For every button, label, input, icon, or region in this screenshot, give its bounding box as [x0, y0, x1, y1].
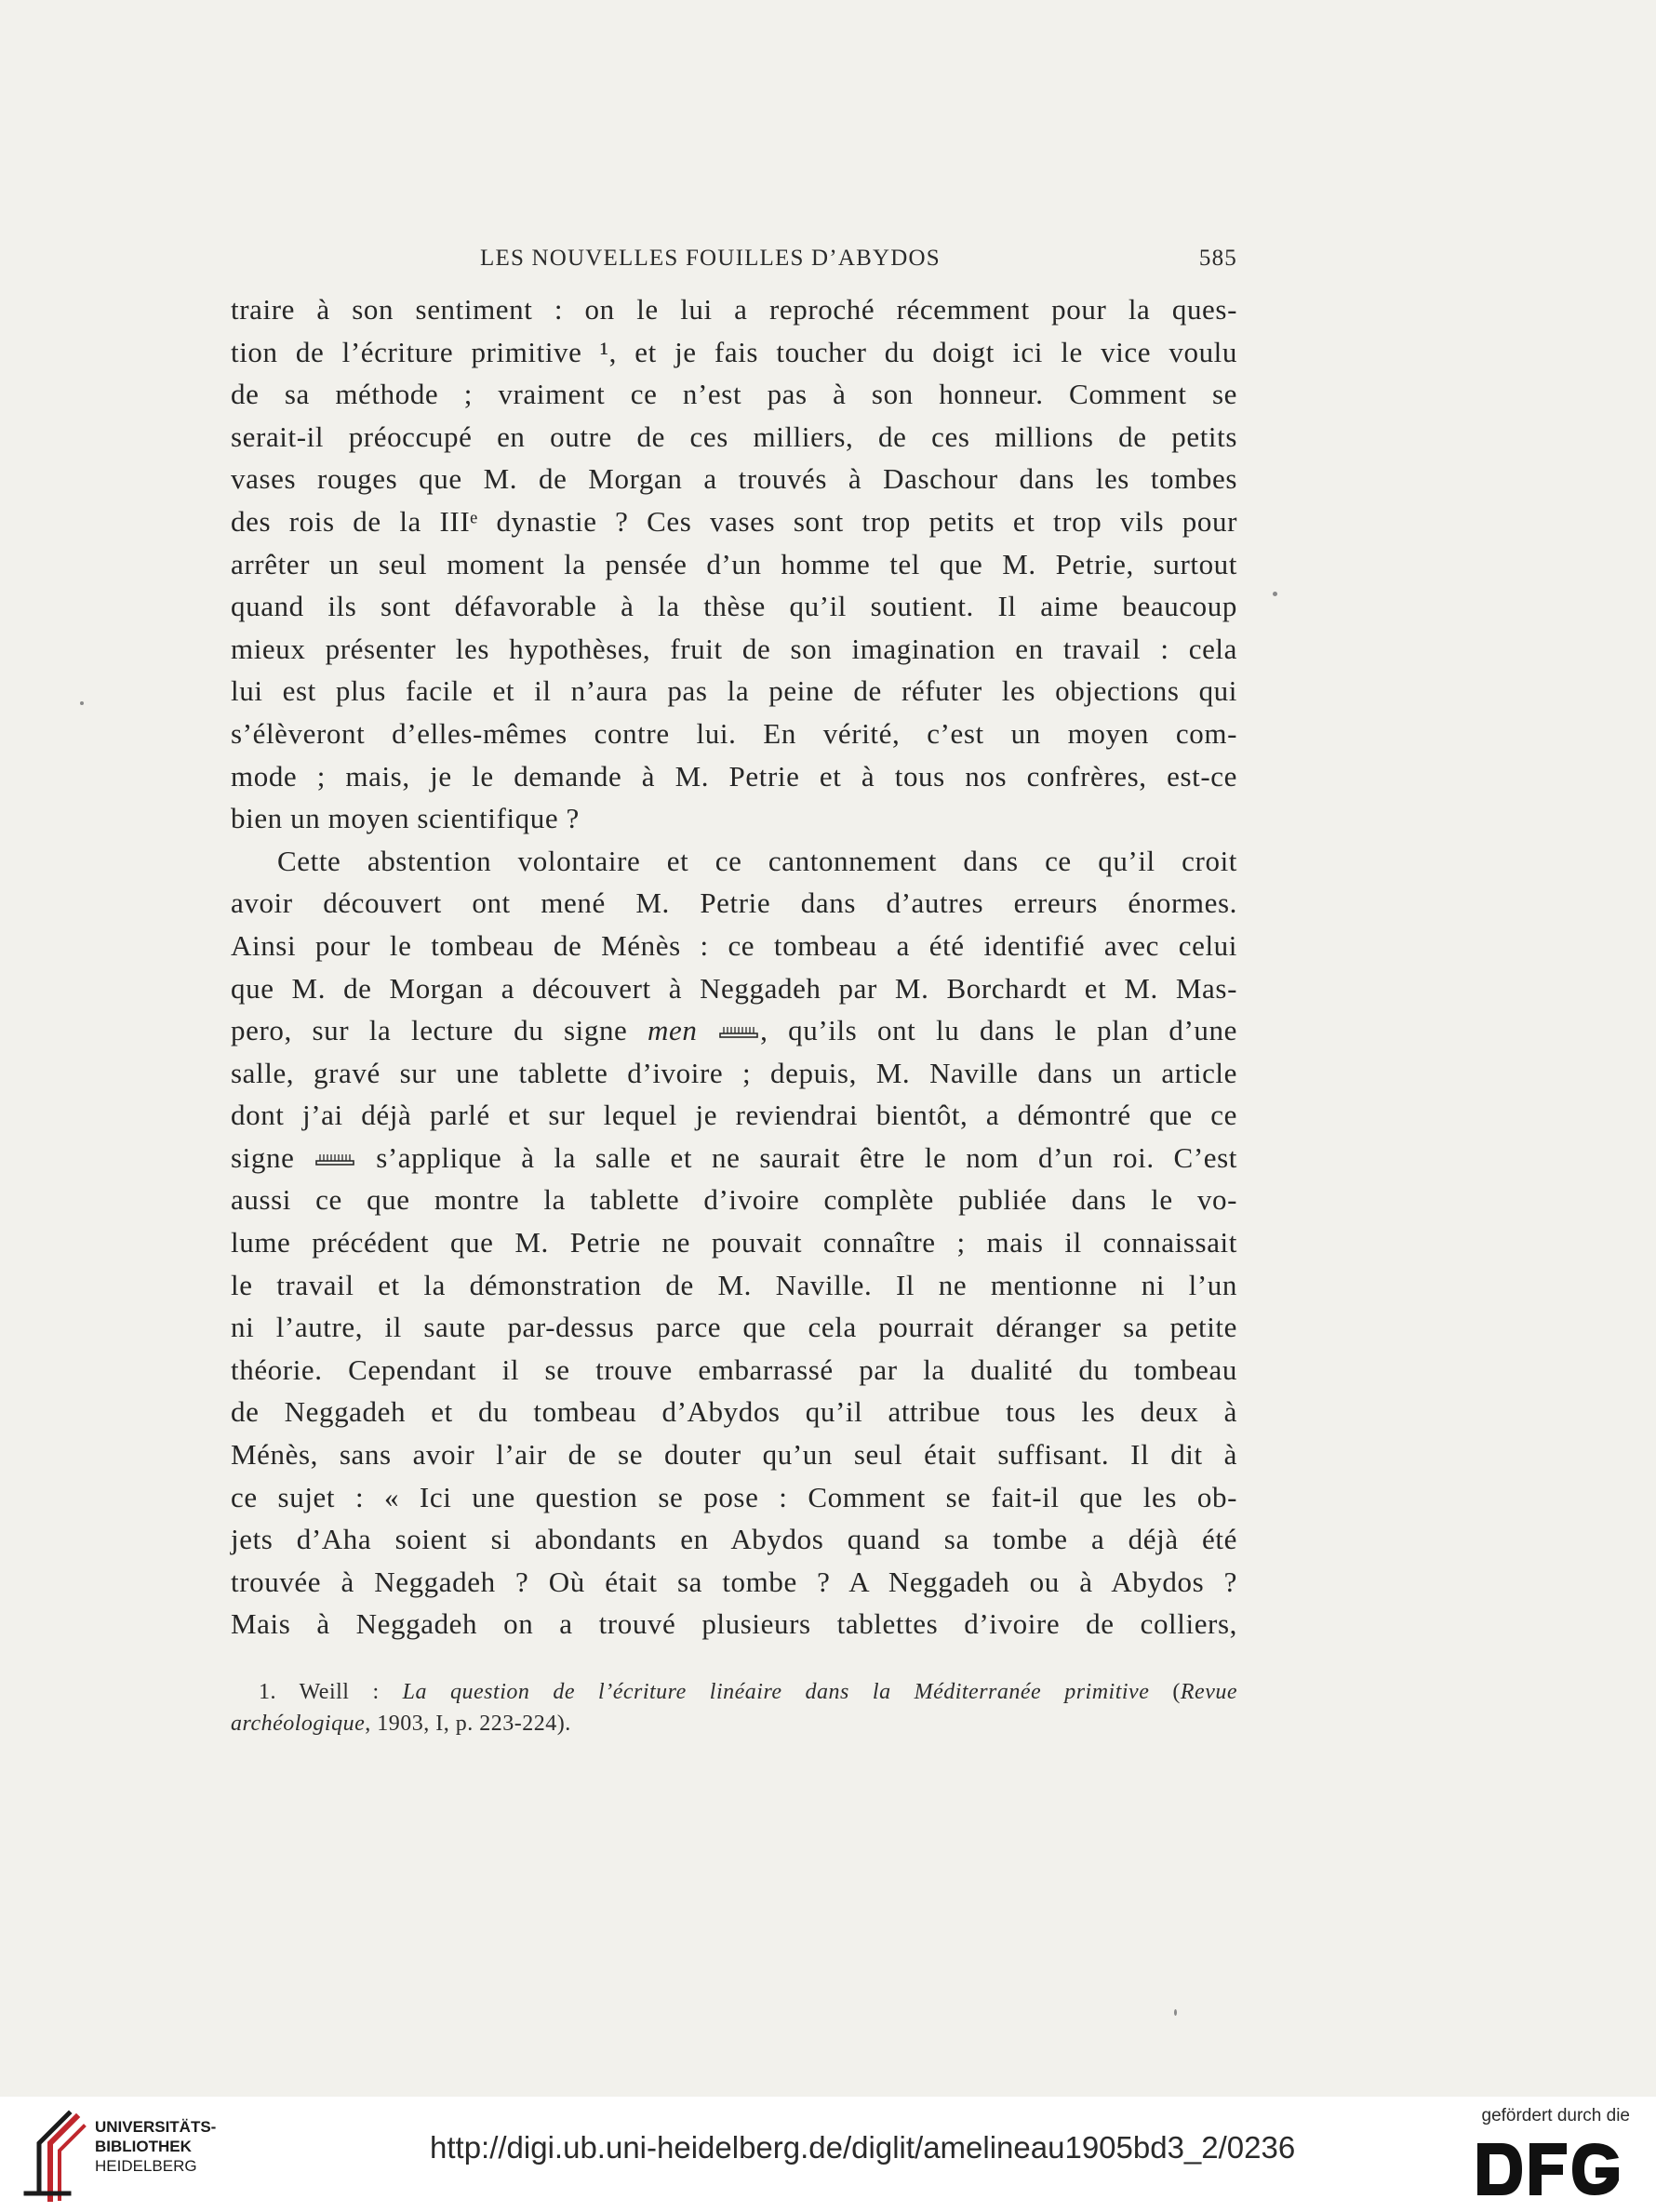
footnote-author: Weill :: [299, 1680, 380, 1704]
university-library-name: [95, 2117, 216, 2176]
text-line: jets d’Aha soient si abondants en Abydos quand sa tombe a déjà été: [231, 1523, 1237, 1556]
library-line: HEIDELBERG: [95, 2157, 197, 2175]
text-line: traire à son sentiment : on le lui a reproché récemment pour la ques-: [231, 293, 1237, 326]
text-line: serait-il préoccupé en outre de ces milliers, de ces millions de petits: [231, 420, 1237, 453]
text-line: aussi ce que montre la tablette d’ivoire complète publiée dans le vo-: [231, 1183, 1237, 1217]
text-line: Ainsi pour le tombeau de Ménès : ce tombeau a été identifié avec celui: [231, 928, 1237, 962]
footnote: [231, 1676, 1237, 1739]
footnote-title: La question de l’écriture linéaire dans la Méditerranée primitive: [402, 1680, 1150, 1704]
permalink-url[interactable]: http://digi.ub.uni-heidelberg.de/diglit/amelineau1905bd3_2/0236: [430, 2130, 1296, 2165]
footnote-rest: , 1903, I, p. 223-224).: [365, 1712, 571, 1736]
text-line: de Neggadeh et du tombeau d’Abydos qu’il attribue tous les deux à: [231, 1395, 1237, 1429]
text-line-with-sign: [231, 1137, 1237, 1179]
text-segment: , qu’ils ont lu dans le plan d’une: [760, 1014, 1237, 1047]
library-line: UNIVERSITÄTS-: [95, 2118, 217, 2136]
text-line: ce sujet : « Ici une question se pose : Comment se fait-il que les ob-: [231, 1480, 1237, 1513]
text-line: mode ; mais, je le demande à M. Petrie et à tous nos confrères, est-ce: [231, 759, 1237, 793]
hieroglyph-men-icon: [719, 1025, 758, 1038]
text-segment: s’applique à la salle et ne saurait être le nom d’un roi. C’est: [376, 1140, 1237, 1174]
text-line: de sa méthode ; vraiment ce n’est pas à son honneur. Comment se: [231, 378, 1237, 411]
text-line: mieux présenter les hypothèses, fruit de son imagination en travail : cela: [231, 632, 1237, 665]
funding-caption: gefördert durch die: [1481, 2106, 1630, 2125]
text-line: que M. de Morgan a découvert à Neggadeh par M. Borchardt et M. Mas-: [231, 971, 1237, 1005]
footnote-line: [231, 1676, 1237, 1708]
footnote-paren: (: [1172, 1680, 1181, 1704]
text-line: arrêter un seul moment la pensée d’un homme tel que M. Petrie, surtout: [231, 547, 1237, 580]
body-text: [231, 288, 1237, 1646]
page-number: 585: [1198, 246, 1237, 271]
text-line: tion de l’écriture primitive ¹, et je fais toucher du doigt ici le vice voulu: [231, 335, 1237, 368]
text-line: le travail et la démonstration de M. Naville. Il ne mentionne ni l’un: [231, 1268, 1237, 1301]
text-line: vases rouges que M. de Morgan a trouvés à Daschour dans les tombes: [231, 462, 1237, 496]
text-line: ni l’autre, il saute par-dessus parce que cela pourrait déranger sa petite: [231, 1311, 1237, 1344]
italic-word: men: [648, 1014, 698, 1047]
text-line: salle, gravé sur une tablette d’ivoire ; depuis, M. Naville dans un article: [231, 1056, 1237, 1089]
text-segment: signe: [231, 1140, 295, 1174]
text-segment: pero, sur la lecture du signe: [231, 1014, 628, 1047]
text-line: des rois de la IIIᵉ dynastie ? Ces vases sont trop petits et trop vils pour: [231, 504, 1237, 538]
viewer-footer: [0, 2097, 1656, 2212]
text-line: Ménès, sans avoir l’air de se douter qu’un seul était suffisant. Il dit à: [231, 1438, 1237, 1472]
text-line: bien un moyen scientifique ?: [231, 802, 580, 835]
text-line: théorie. Cependant il se trouve embarrassé par la dualité du tombeau: [231, 1353, 1237, 1386]
library-line: BIBLIOTHEK: [95, 2138, 192, 2155]
text-line: lume précédent que M. Petrie ne pouvait connaître ; mais il connaissait: [231, 1226, 1237, 1259]
text-line: s’élèveront d’elles-mêmes contre lui. En vérité, c’est un moyen com-: [231, 716, 1237, 750]
footnote-line: [231, 1708, 1237, 1739]
dfg-logo-icon: [1474, 2139, 1623, 2199]
text-line: quand ils sont défavorable à la thèse qu’il soutient. Il aime beaucoup: [231, 590, 1237, 623]
text-line: avoir découvert ont mené M. Petrie dans d’autres erreurs énormes.: [231, 886, 1237, 920]
footnote-number: 1.: [259, 1680, 276, 1704]
text-line: dont j’ai déjà parlé et sur lequel je reviendrai bientôt, a démontré que ce: [231, 1099, 1237, 1132]
text-line: lui est plus facile et il n’aura pas la peine de réfuter les objections qui: [231, 674, 1237, 708]
scan-speck: [1174, 2009, 1177, 2016]
university-library-logo-icon: [19, 2110, 93, 2203]
text-line: Cette abstention volontaire et ce cantonnement dans ce qu’il croit: [277, 844, 1237, 877]
scan-speck: [80, 701, 84, 705]
text-line: trouvée à Neggadeh ? Où était sa tombe ? A Neggadeh ou à Abydos ?: [231, 1565, 1237, 1598]
running-head-title: LES NOUVELLES FOUILLES D’ABYDOS: [480, 246, 941, 271]
scan-speck: [1273, 592, 1277, 596]
running-head: [231, 244, 1237, 281]
hieroglyph-men-icon: [315, 1153, 354, 1166]
text-line: Mais à Neggadeh on a trouvé plusieurs tablettes d’ivoire de colliers,: [231, 1607, 1237, 1641]
footnote-journal: Revue: [1180, 1680, 1237, 1704]
footnote-journal: archéologique: [231, 1712, 366, 1736]
text-line-with-sign: [231, 1009, 1237, 1052]
